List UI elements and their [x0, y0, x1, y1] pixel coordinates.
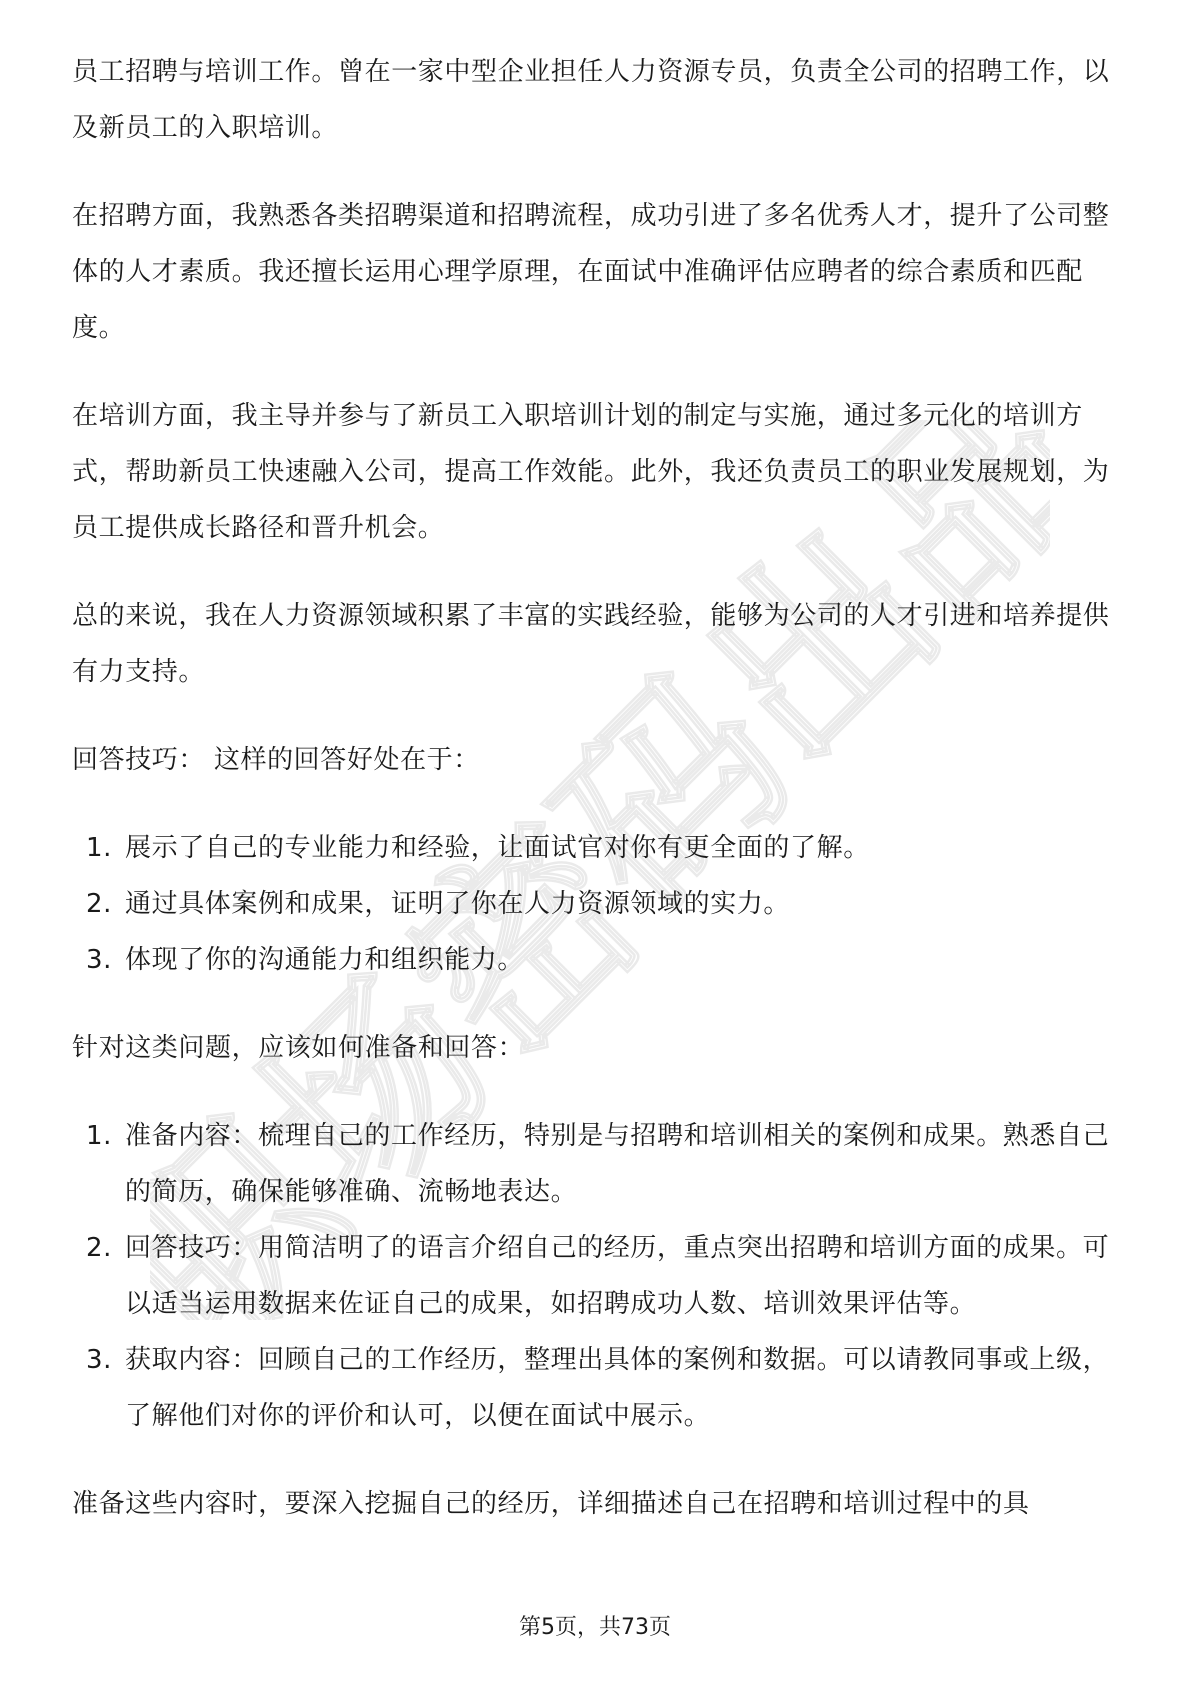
document-page — [72, 44, 1118, 1564]
list-item-text: 回答技巧：用简洁明了的语言介绍自己的经历，重点突出招聘和培训方面的成果。可以适当运用数据来佐证自己的成果，如招聘成功人数、培训效果评估等。 — [125, 1233, 1110, 1319]
list-item — [72, 876, 1118, 932]
paragraph-intro: 员工招聘与培训工作。曾在一家中型企业担任人力资源专员，负责全公司的招聘工作，以及新员工的入职培训。 — [72, 57, 1110, 143]
paragraph-training: 在培训方面，我主导并参与了新员工入职培训计划的制定与实施，通过多元化的培训方式，帮助新员工快速融入公司，提高工作效能。此外，我还负责员工的职业发展规划，为员工提供成长路径和晋升机会。 — [72, 401, 1110, 543]
list-number: 2. — [86, 1233, 113, 1263]
list-item — [72, 820, 1118, 876]
paragraph-closing: 准备这些内容时，要深入挖掘自己的经历，详细描述自己在招聘和培训过程中的具 — [72, 1489, 1030, 1519]
watermark-text: 职场密码出品 — [150, 420, 1050, 1320]
list-number: 2. — [86, 889, 113, 919]
list-item — [72, 1220, 1118, 1332]
page-number-footer: 第5页，共73页 — [519, 1615, 671, 1640]
list-number: 3. — [86, 1345, 113, 1375]
list-item — [72, 1108, 1118, 1220]
list-item-text: 展示了自己的专业能力和经验，让面试官对你有更全面的了解。 — [125, 833, 870, 863]
list-number: 1. — [86, 833, 113, 863]
tips-list — [72, 820, 1118, 988]
list-item-text: 通过具体案例和成果，证明了你在人力资源领域的实力。 — [125, 889, 791, 919]
list-number: 1. — [86, 1121, 113, 1151]
prep-heading: 针对这类问题，应该如何准备和回答： — [72, 1033, 525, 1063]
list-item-text: 准备内容：梳理自己的工作经历，特别是与招聘和培训相关的案例和成果。熟悉自己的简历，确保能够准确、流畅地表达。 — [125, 1121, 1110, 1207]
list-item-text: 体现了你的沟通能力和组织能力。 — [125, 945, 525, 975]
list-item — [72, 1332, 1118, 1444]
list-number: 3. — [86, 945, 113, 975]
list-item-text: 获取内容：回顾自己的工作经历，整理出具体的案例和数据。可以请教同事或上级，了解他们对你的评价和认可，以便在面试中展示。 — [125, 1345, 1110, 1431]
list-item — [72, 932, 1118, 988]
tips-heading: 回答技巧： 这样的回答好处在于： — [72, 745, 480, 775]
paragraph-recruiting: 在招聘方面，我熟悉各类招聘渠道和招聘流程，成功引进了多名优秀人才，提升了公司整体的人才素质。我还擅长运用心理学原理，在面试中准确评估应聘者的综合素质和匹配度。 — [72, 201, 1110, 343]
paragraph-summary: 总的来说，我在人力资源领域积累了丰富的实践经验，能够为公司的人才引进和培养提供有力支持。 — [72, 601, 1110, 687]
prep-list — [72, 1108, 1118, 1444]
